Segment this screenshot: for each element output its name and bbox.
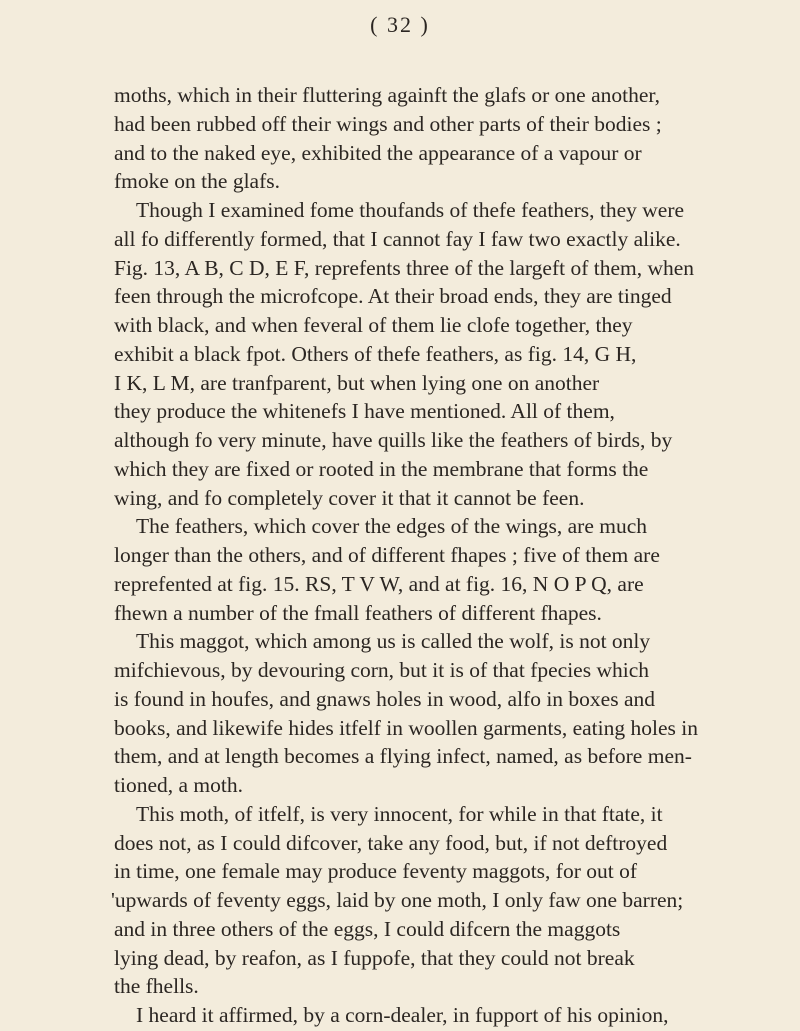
text-line: with black, and when feveral of them lie clofe together, they: [114, 313, 633, 337]
text-line: mifchievous, by devouring corn, but it is of that fpecies which: [114, 658, 649, 682]
text-line: Though I examined fome thoufands of thefe feathers, they were: [136, 198, 685, 222]
text-line: Fig. 13, A B, C D, E F, reprefents three of the largeft of them, when: [114, 256, 695, 280]
text-line: wing, and fo completely cover it that it cannot be feen.: [114, 486, 585, 510]
page-number: ( 32 ): [370, 12, 430, 37]
text-line: lying dead, by reafon, as I fuppofe, that they could not break: [114, 946, 635, 970]
text-line: reprefented at fig. 15. RS, T V W, and at fig. 16, N O P Q, are: [114, 572, 644, 596]
text-line: tioned, a moth.: [114, 773, 243, 797]
text-line: in time, one female may produce feventy maggots, for out of: [114, 859, 638, 883]
text-line: although fo very minute, have quills like the feathers of birds, by: [114, 428, 673, 452]
text-line: moths, which in their fluttering againft the glafs or one another,: [114, 83, 661, 107]
text-line: which they are fixed or rooted in the membrane that forms the: [114, 457, 649, 481]
text-line: The feathers, which cover the edges of the wings, are much: [136, 514, 648, 538]
text-line: is found in houfes, and gnaws holes in wood, alfo in boxes and: [114, 687, 656, 711]
text-line: does not, as I could difcover, take any food, but, if not deftroyed: [114, 831, 668, 855]
text-line: fmoke on the glafs.: [114, 169, 280, 193]
text-line: had been rubbed off their wings and other parts of their bodies ;: [114, 112, 662, 136]
text-line: books, and likewife hides itfelf in woollen garments, eating holes in: [114, 716, 698, 740]
text-line: fhewn a number of the fmall feathers of different fhapes.: [114, 601, 602, 625]
text-line: all fo differently formed, that I cannot fay I faw two exactly alike.: [114, 227, 681, 251]
text-line: This maggot, which among us is called the wolf, is not only: [136, 629, 651, 653]
text-line: This moth, of itfelf, is very innocent, for while in that ftate, it: [136, 802, 663, 826]
text-line: I heard it affirmed, by a corn-dealer, in fupport of his opinion,: [136, 1003, 669, 1027]
text-line: them, and at length becomes a flying infect, named, as before men-: [114, 744, 692, 768]
text-line: longer than the others, and of different fhapes ; five of them are: [114, 543, 660, 567]
text-line: feen through the microfcope. At their broad ends, they are tinged: [114, 284, 672, 308]
text-line: I K, L M, are tranfparent, but when lying one on another: [114, 371, 600, 395]
text-line: and to the naked eye, exhibited the appearance of a vapour or: [114, 141, 642, 165]
text-line: the fhells.: [114, 974, 199, 998]
text-line: exhibit a black fpot. Others of thefe feathers, as fig. 14, G H,: [114, 342, 637, 366]
text-line: they produce the whitenefs I have mentioned. All of them,: [114, 399, 615, 423]
text-line: 'upwards of feventy eggs, laid by one moth, I only faw one barren;: [111, 888, 684, 912]
text-line: and in three others of the eggs, I could difcern the maggots: [114, 917, 621, 941]
